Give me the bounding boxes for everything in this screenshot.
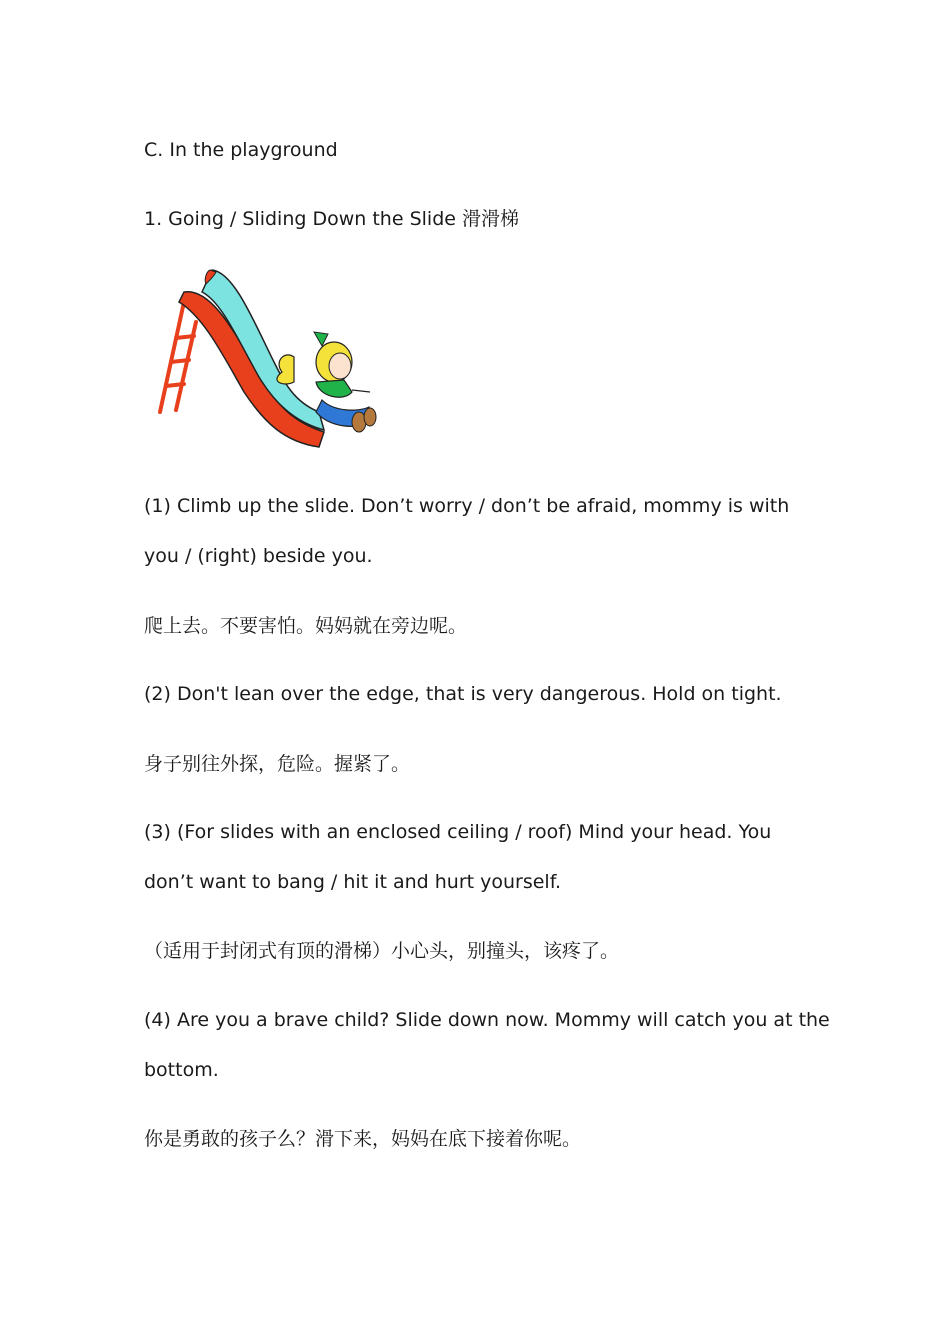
item-2-zh: 身子别往外探，危险。握紧了。	[144, 753, 411, 775]
item-1-en-line-1: (1) Climb up the slide. Don’t worry / don’t be afraid, mommy is with	[144, 495, 790, 517]
item-3-zh: （适用于封闭式有顶的滑梯）小心头，别撞头，该疼了。	[144, 940, 620, 962]
item-2-en-line-1: (2) Don't lean over the edge, that is very dangerous. Hold on tight.	[144, 683, 782, 705]
item-4-en-line-2: bottom.	[144, 1059, 219, 1081]
slide-illustration	[144, 262, 386, 460]
item-3-en-line-1: (3) (For slides with an enclosed ceiling / roof) Mind your head. You	[144, 821, 772, 843]
item-4-en-line-1: (4) Are you a brave child? Slide down now. Mommy will catch you at the	[144, 1009, 830, 1031]
item-1-en-line-2: you / (right) beside you.	[144, 545, 373, 567]
item-3-en-line-2: don’t want to bang / hit it and hurt yourself.	[144, 871, 562, 893]
item-4-zh: 你是勇敢的孩子么？滑下来，妈妈在底下接着你呢。	[144, 1128, 582, 1150]
ladder	[160, 302, 196, 412]
section-heading: C. In the playground	[144, 139, 338, 161]
item-1-zh: 爬上去。不要害怕。妈妈就在旁边呢。	[144, 615, 468, 637]
subsection-heading: 1. Going / Sliding Down the Slide 滑滑梯	[144, 208, 519, 230]
